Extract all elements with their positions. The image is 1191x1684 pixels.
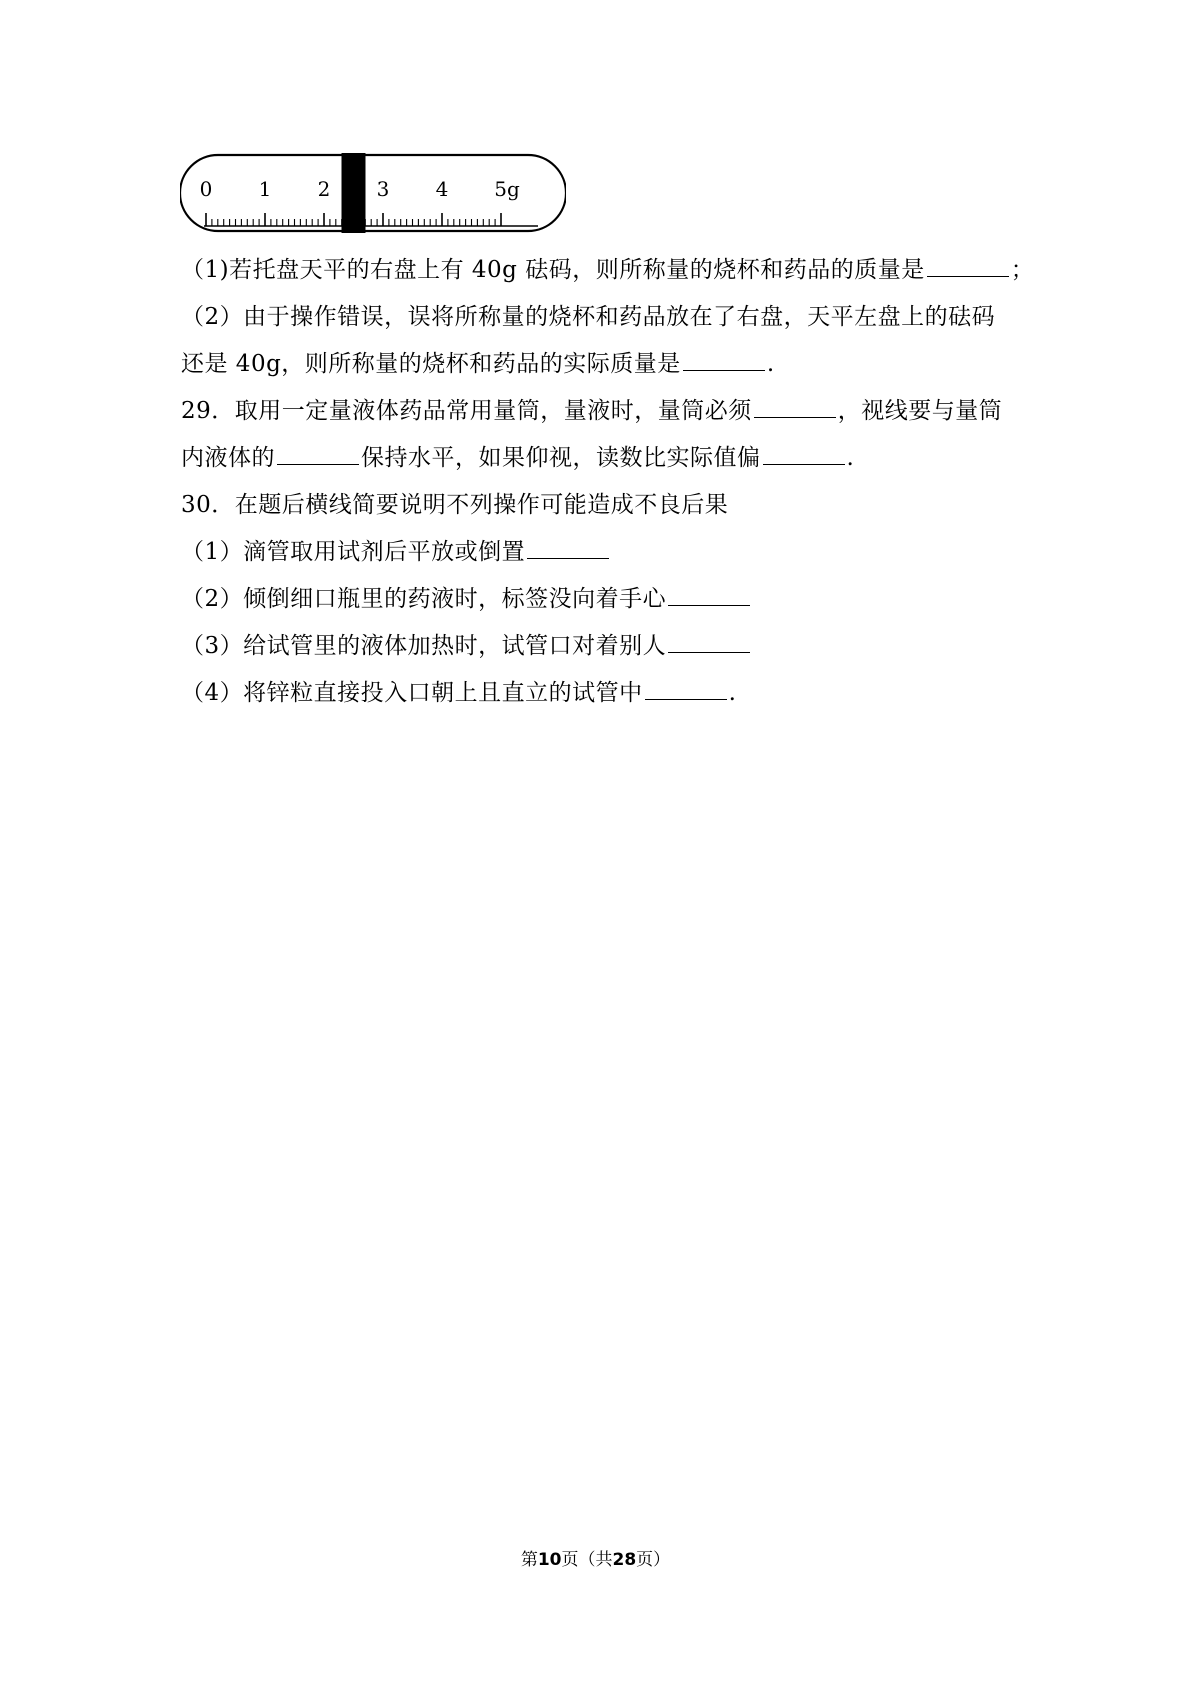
- q30-item-text: （2）倾倒细口瓶里的药液时，标签没向着手心: [181, 586, 667, 612]
- q29-text-2b: 保持水平，如果仰视，读数比实际值偏: [361, 445, 761, 471]
- q30-item-text: （3）给试管里的液体加热时，试管口对着别人: [181, 633, 667, 659]
- q30-title: [181, 485, 1031, 525]
- q28-part2-line1: [181, 297, 1031, 337]
- q29-line1: [181, 391, 1031, 431]
- balance-rider-scale: [180, 153, 566, 235]
- tick-label: 4: [435, 177, 449, 201]
- q30-item-text: （1）滴管取用试剂后平放或倒置: [181, 539, 526, 565]
- q28-part2-line2: [181, 344, 1031, 384]
- answer-blank[interactable]: [668, 583, 750, 606]
- answer-blank[interactable]: [763, 442, 845, 465]
- q29-text-1b: ，视线要与量筒: [837, 398, 1003, 424]
- answer-blank[interactable]: [527, 536, 609, 559]
- answer-blank[interactable]: [645, 677, 727, 700]
- q30-item-3: [181, 626, 1031, 666]
- q30-item-4: [181, 673, 1031, 713]
- q28-part2-end: .: [766, 351, 775, 377]
- q30-title-text: 30．在题后横线简要说明不列操作可能造成不良后果: [181, 492, 729, 518]
- q29-line2: [181, 438, 1031, 478]
- q28-part1-text: （1)若托盘天平的右盘上有 40g 砝码，则所称量的烧杯和药品的质量是: [181, 257, 925, 283]
- answer-blank[interactable]: [668, 630, 750, 653]
- tick-label: 3: [376, 177, 390, 201]
- q30-item4-end: .: [728, 680, 737, 706]
- q29-text-2a: 内液体的: [181, 445, 275, 471]
- tick-label: 5g: [494, 177, 520, 201]
- footer-mid: 页（共: [561, 1550, 613, 1570]
- answer-blank[interactable]: [277, 442, 359, 465]
- footer-page-number: 10: [537, 1550, 562, 1570]
- q28-part1: [181, 250, 1035, 290]
- q29-text-1a: 29．取用一定量液体药品常用量筒，量液时，量筒必须: [181, 398, 752, 424]
- q30-item-text: （4）将锌粒直接投入口朝上且直立的试管中: [181, 680, 643, 706]
- q29-end: .: [846, 445, 855, 471]
- tick-label: 0: [199, 177, 213, 201]
- answer-blank[interactable]: [683, 348, 765, 371]
- q28-part2-text-2: 还是 40g，则所称量的烧杯和药品的实际质量是: [181, 351, 681, 377]
- rider-scale-figure: [180, 153, 566, 235]
- q28-part2-text-1: （2）由于操作错误，误将所称量的烧杯和药品放在了右盘，天平左盘上的砝码: [181, 304, 996, 330]
- q30-item-2: [181, 579, 1031, 619]
- tick-label: 2: [317, 177, 331, 201]
- q30-item-1: [181, 532, 1031, 572]
- footer-suffix: 页）: [636, 1550, 671, 1570]
- answer-blank[interactable]: [754, 395, 836, 418]
- tick-label: 1: [258, 177, 272, 201]
- q28-part1-end: ；: [1010, 257, 1035, 283]
- rider-weight-block: [342, 153, 366, 233]
- answer-blank[interactable]: [927, 254, 1009, 277]
- page-footer: [0, 1548, 1191, 1572]
- footer-prefix: 第: [520, 1550, 538, 1570]
- footer-total-pages: 28: [612, 1550, 637, 1570]
